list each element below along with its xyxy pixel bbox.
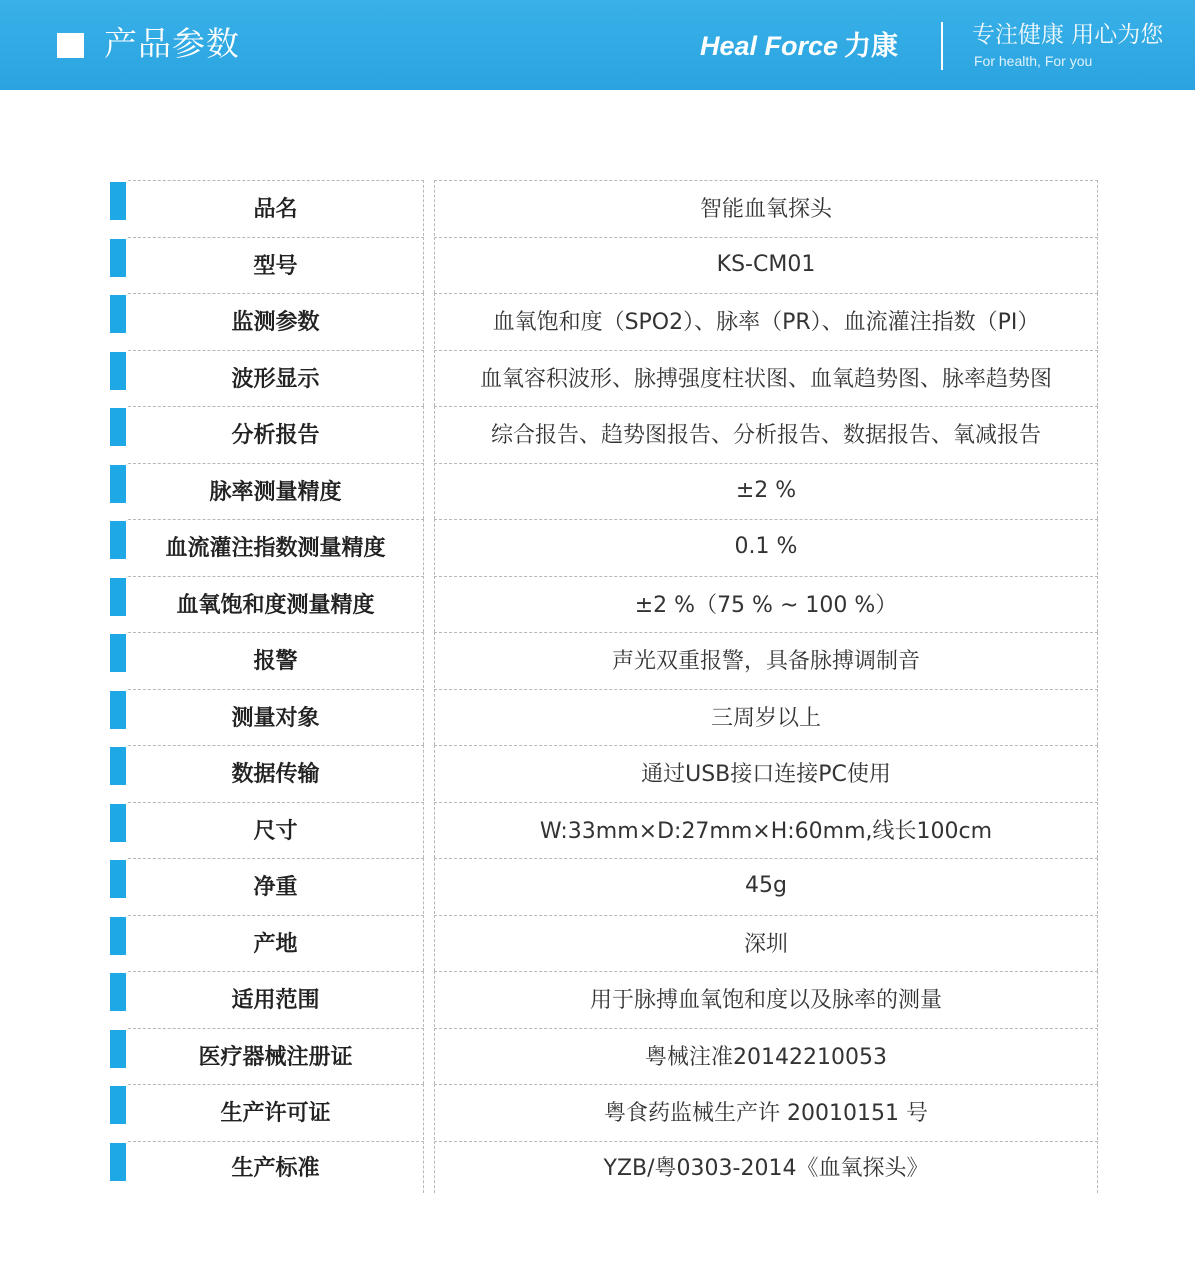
row-accent-bar <box>110 917 126 955</box>
spec-value: 声光双重报警，具备脉搏调制音 <box>434 632 1098 688</box>
spec-value: 通过USB接口连接PC使用 <box>434 745 1098 801</box>
row-accent-bar <box>110 691 126 729</box>
table-row <box>110 1141 1098 1198</box>
spec-label: 测量对象 <box>128 689 424 745</box>
brand-name-en: Heal Force <box>700 31 839 61</box>
table-row <box>110 180 1098 237</box>
spec-value: 深圳 <box>434 915 1098 971</box>
spec-label: 净重 <box>128 858 424 914</box>
spec-value: YZB/粤0303-2014《血氧探头》 <box>434 1141 1098 1193</box>
table-row <box>110 406 1098 463</box>
spec-label: 品名 <box>128 180 424 236</box>
spec-label: 波形显示 <box>128 350 424 406</box>
header-banner <box>0 0 1195 90</box>
spec-label: 血氧饱和度测量精度 <box>128 576 424 632</box>
row-accent-bar <box>110 295 126 333</box>
spec-label: 产地 <box>128 915 424 971</box>
row-accent-bar <box>110 239 126 277</box>
spec-label: 医疗器械注册证 <box>128 1028 424 1084</box>
spec-value: 用于脉搏血氧饱和度以及脉率的测量 <box>434 971 1098 1027</box>
spec-label: 生产许可证 <box>128 1084 424 1140</box>
row-accent-bar <box>110 465 126 503</box>
row-accent-bar <box>110 804 126 842</box>
row-accent-bar <box>110 634 126 672</box>
spec-label: 数据传输 <box>128 745 424 801</box>
row-accent-bar <box>110 408 126 446</box>
row-accent-bar <box>110 747 126 785</box>
spec-value: W:33mm×D:27mm×H:60mm,线长100cm <box>434 802 1098 858</box>
row-accent-bar <box>110 1143 126 1181</box>
slogan: 专注健康 用心为您 <box>972 22 1164 48</box>
spec-value: 粤械注准20142210053 <box>434 1028 1098 1084</box>
table-row <box>110 858 1098 915</box>
spec-label: 分析报告 <box>128 406 424 462</box>
row-accent-bar <box>110 521 126 559</box>
spec-label: 报警 <box>128 632 424 688</box>
row-accent-bar <box>110 578 126 616</box>
spec-value: KS-CM01 <box>434 237 1098 293</box>
table-row <box>110 632 1098 689</box>
square-icon <box>57 33 84 58</box>
spec-value: 0.1 % <box>434 519 1098 575</box>
table-row <box>110 293 1098 350</box>
brand-logo <box>700 24 898 68</box>
row-accent-bar <box>110 973 126 1011</box>
spec-value: 粤食药监械生产许 20010151 号 <box>434 1084 1098 1140</box>
table-row <box>110 237 1098 294</box>
header-divider <box>941 22 943 70</box>
row-accent-bar <box>110 1030 126 1068</box>
spec-label: 适用范围 <box>128 971 424 1027</box>
table-row <box>110 463 1098 520</box>
row-accent-bar <box>110 1086 126 1124</box>
table-row <box>110 350 1098 407</box>
table-row <box>110 745 1098 802</box>
spec-value: ±2 %（75 % ~ 100 %） <box>434 576 1098 632</box>
spec-value: 三周岁以上 <box>434 689 1098 745</box>
table-row <box>110 519 1098 576</box>
spec-label: 监测参数 <box>128 293 424 349</box>
page-title: 产品参数 <box>104 24 240 63</box>
table-row <box>110 971 1098 1028</box>
spec-value: ±2 % <box>434 463 1098 519</box>
table-row <box>110 1084 1098 1141</box>
table-row <box>110 689 1098 746</box>
spec-label: 尺寸 <box>128 802 424 858</box>
spec-table <box>110 180 1098 1197</box>
row-accent-bar <box>110 860 126 898</box>
slogan-en: For health, For you <box>974 53 1093 69</box>
row-accent-bar <box>110 352 126 390</box>
table-row <box>110 915 1098 972</box>
spec-label: 生产标准 <box>128 1141 424 1193</box>
spec-value: 综合报告、趋势图报告、分析报告、数据报告、氧减报告 <box>434 406 1098 462</box>
table-row <box>110 1028 1098 1085</box>
table-row <box>110 576 1098 633</box>
brand-name-cn: 力康 <box>844 31 899 61</box>
row-accent-bar <box>110 182 126 220</box>
spec-value: 45g <box>434 858 1098 914</box>
spec-label: 脉率测量精度 <box>128 463 424 519</box>
spec-value: 血氧容积波形、脉搏强度柱状图、血氧趋势图、脉率趋势图 <box>434 350 1098 406</box>
table-row <box>110 802 1098 859</box>
spec-label: 血流灌注指数测量精度 <box>128 519 424 575</box>
spec-value: 血氧饱和度（SPO2）、脉率（PR）、血流灌注指数（PI） <box>434 293 1098 349</box>
spec-label: 型号 <box>128 237 424 293</box>
spec-value: 智能血氧探头 <box>434 180 1098 236</box>
